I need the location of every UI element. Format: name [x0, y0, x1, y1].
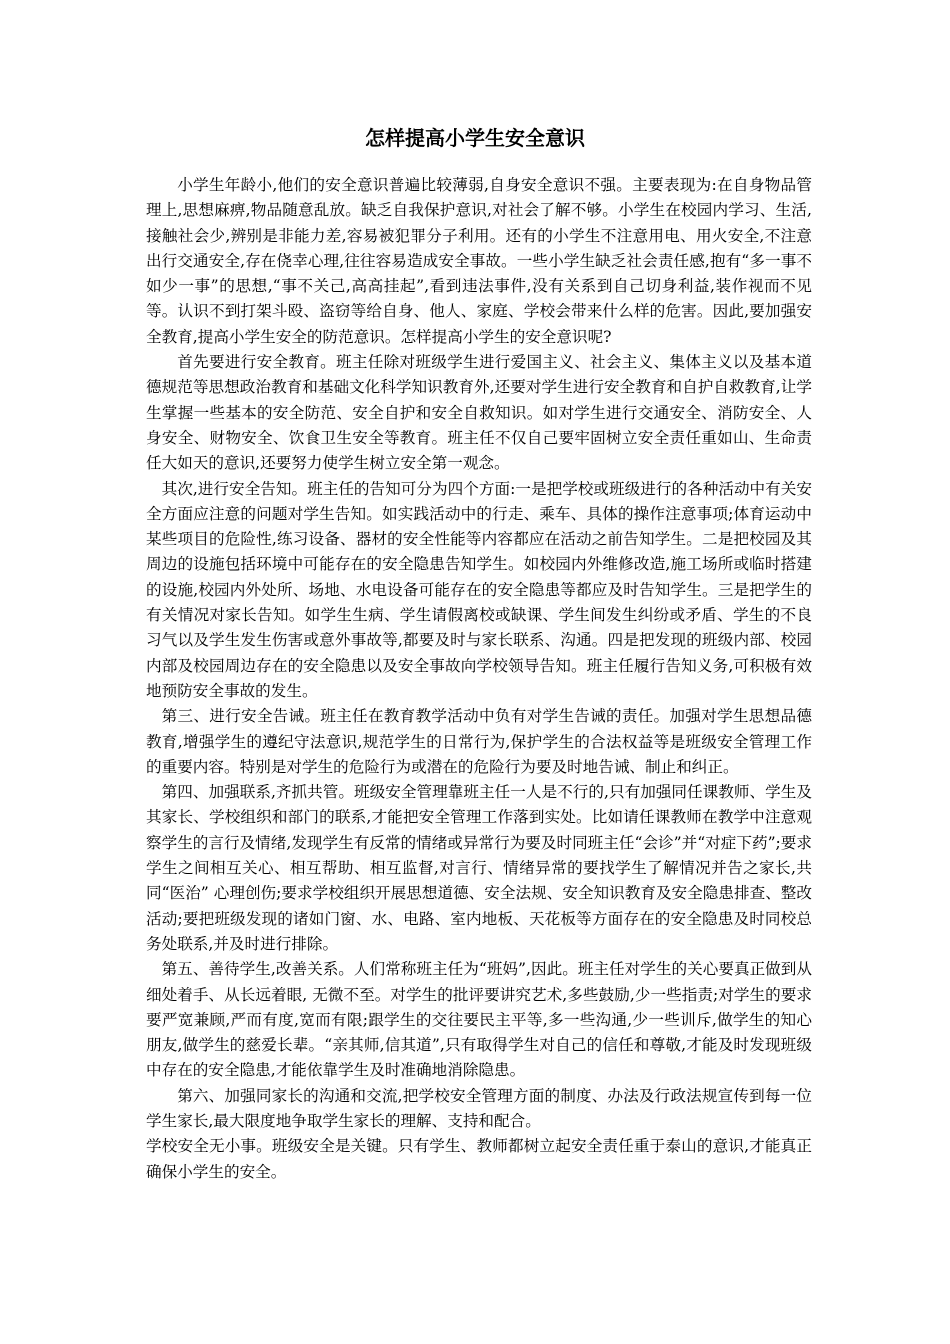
paragraph-parent-communication: 第六、加强同家长的沟通和交流,把学校安全管理方面的制度、办法及行政法规宣传到每一位学生家长,最大限度地争取学生家长的理解、支持和配合。 [146, 1086, 812, 1130]
paragraph-conclusion: 学校安全无小事。班级安全是关键。只有学生、教师都树立起安全责任重于泰山的意识,才能真正确保小学生的安全。 [146, 1137, 812, 1181]
paragraph-relationship: 第五、善待学生,改善关系。人们常称班主任为“班妈”,因此。班主任对学生的关心要真正做到从细处着手、从长远着眼, 无微不至。对学生的批评要讲究艺术,多些鼓励,少一些指责;对学生的要求要严宽兼顾,严而有度,宽而有限;跟学生的交往要民主平等,多一些沟通,少一些训斥,做学生的知心朋友,做学生的慈爱长辈。“亲其师,信其道”,只有取得学生对自己的信任和尊敬,才能及时发现班级中存在的安全隐患,才能依靠学生及时准确地消除隐患。 [146, 960, 812, 1080]
paragraph-safety-notification: 其次,进行安全告知。班主任的告知可分为四个方面:一是把学校或班级进行的各种活动中有关安全方面应注意的问题对学生告知。如实践活动中的行走、乘车、具体的操作注意事项;体育运动中某些项目的危险性,练习设备、器材的安全性能等内容都应在活动之前告知学生。二是把校园及其周边的设施包括环境中可能存在的安全隐患告知学生。如校园内外维修改造,施工场所或临时搭建的设施,校园内外处所、场地、水电设备可能存在的安全隐患等都应及时告知学生。三是把学生的有关情况对家长告知。如学生生病、学生请假离校或缺课、学生间发生纠纷或矛盾、学生的不良习气以及学生发生伤害或意外事故等,都要及时与家长联系、沟通。四是把发现的班级内部、校园内部及校园周边存在的安全隐患以及安全事故向学校领导告知。班主任履行告知义务,可积极有效地预防安全事故的发生。 [146, 479, 812, 700]
document-body [146, 173, 812, 1185]
paragraph-cooperation: 第四、加强联系,齐抓共管。班级安全管理靠班主任一人是不行的,只有加强同任课教师、学生及其家长、学校组织和部门的联系,才能把安全管理工作落到实处。比如请任课教师在教学中注意观察学生的言行及情绪,发现学生有反常的情绪或异常行为要及时同班主任“会诊”并“对症下药”;要求学生之间相互关心、相互帮助、相互监督,对言行、情绪异常的要找学生了解情况并告之家长,共同“医治” 心理创伤;要求学校组织开展思想道德、安全法规、安全知识教育及安全隐患排查、整改活动;要把班级发现的诸如门窗、水、电路、室内地板、天花板等方面存在的安全隐患及时同校总务处联系,并及时进行排除。 [146, 783, 812, 953]
paragraph-safety-education: 首先要进行安全教育。班主任除对班级学生进行爱国主义、社会主义、集体主义以及基本道德规范等思想政治教育和基础文化科学知识教育外,还要对学生进行安全教育和自护自救教育,让学生掌握一些基本的安全防范、安全自护和安全自救知识。如对学生进行交通安全、消防安全、人身安全、财物安全、饮食卫生安全等教育。班主任不仅自己要牢固树立安全责任重如山、生命责任大如天的意识,还要努力使学生树立安全第一观念。 [146, 353, 812, 473]
paragraph-intro: 小学生年龄小,他们的安全意识普遍比较薄弱,自身安全意识不强。主要表现为:在自身物品管理上,思想麻痹,物品随意乱放。缺乏自我保护意识,对社会了解不够。小学生在校园内学习、生活,接触社会少,辨别是非能力差,容易被犯罪分子利用。还有的小学生不注意用电、用火安全,不注意出行交通安全,存在侥幸心理,往往容易造成安全事故。一些小学生缺乏社会责任感,抱有“多一事不如少一事”的思想,“事不关己,高高挂起”,看到违法事件,没有关系到自己切身利益,装作视而不见等。认识不到打架斗殴、盗窃等给自身、他人、家庭、学校会带来什么样的危害。因此,要加强安全教育,提高小学生安全的防范意识。怎样提高小学生的安全意识呢? [146, 176, 812, 346]
document-title: 怎样提高小学生安全意识 [365, 126, 585, 150]
paragraph-safety-warning: 第三、进行安全告诫。班主任在教育教学活动中负有对学生告诫的责任。加强对学生思想品德教育,增强学生的遵纪守法意识,规范学生的日常行为,保护学生的合法权益等是班级安全管理工作的重要内容。特别是对学生的危险行为或潜在的危险行为要及时地告诫、制止和纠正。 [146, 707, 812, 776]
